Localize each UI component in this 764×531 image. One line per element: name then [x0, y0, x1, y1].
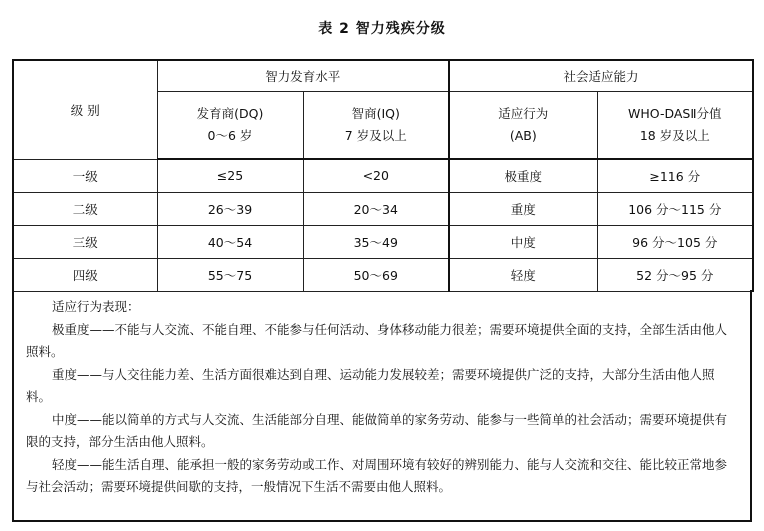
iq-cell: <20: [303, 159, 449, 192]
dq-header-line1: 发育商(DQ): [196, 105, 264, 121]
who-header-line1: WHO-DASⅡ分值: [628, 105, 722, 121]
ab-header-line2: (AB): [509, 127, 537, 143]
ab-cell: 中度: [449, 225, 597, 258]
who-cell: ≥116 分: [597, 159, 753, 192]
level-header: 级 别: [13, 60, 157, 159]
iq-cell: 20～34: [303, 192, 449, 225]
iq-cell: 35～49: [303, 225, 449, 258]
who-cell: 106 分～115 分: [597, 192, 753, 225]
dq-cell: ≤25: [157, 159, 303, 192]
dq-cell: 26～39: [157, 192, 303, 225]
table-row: [13, 159, 753, 192]
header-row-group: [13, 60, 753, 91]
level-cell: 四级: [13, 258, 157, 291]
note-profound: 极重度——不能与人交流、不能自理、不能参与任何活动、身体移动能力很差；需要环境提供全面的支持，全部生活由他人照料。: [26, 321, 728, 359]
note-severe: 重度——与人交往能力差、生活方面很难达到自理、运动能力发展较差；需要环境提供广泛的支持，大部分生活由他人照料。: [26, 366, 715, 404]
iq-header-line2: 7 岁及以上: [344, 127, 407, 143]
ab-cell: 轻度: [449, 258, 597, 291]
level-cell: 三级: [13, 225, 157, 258]
iq-header-line1: 智商(IQ): [351, 105, 400, 121]
ab-header: [449, 91, 597, 159]
dq-header-line2: 0～6 岁: [207, 127, 253, 143]
ab-header-line1: 适应行为: [498, 105, 549, 121]
dq-cell: 55～75: [157, 258, 303, 291]
dq-header: [157, 91, 303, 159]
level-cell: 一级: [13, 159, 157, 192]
adaptive-behavior-notes: [12, 290, 752, 522]
table-row: [13, 258, 753, 291]
table-title: 表 2 智力残疾分级: [318, 21, 446, 37]
iq-cell: 50～69: [303, 258, 449, 291]
table-row: [13, 225, 753, 258]
notes-heading: 适应行为表现：: [52, 299, 140, 314]
ab-cell: 极重度: [449, 159, 597, 192]
who-header: [597, 91, 753, 159]
iq-group-header: 智力发育水平: [157, 60, 449, 91]
who-cell: 52 分～95 分: [597, 258, 753, 291]
table-row: [13, 192, 753, 225]
ab-cell: 重度: [449, 192, 597, 225]
level-cell: 二级: [13, 192, 157, 225]
social-group-header: 社会适应能力: [449, 60, 753, 91]
note-moderate: 中度——能以简单的方式与人交流、生活能部分自理、能做简单的家务劳动、能参与一些简单的社会活动；需要环境提供有限的支持，部分生活由他人照料。: [26, 411, 728, 449]
iq-header: [303, 91, 449, 159]
who-cell: 96 分～105 分: [597, 225, 753, 258]
intellectual-disability-grading-table: [12, 59, 754, 292]
who-header-line2: 18 岁及以上: [639, 127, 710, 143]
note-mild: 轻度——能生活自理、能承担一般的家务劳动或工作、对周围环境有较好的辨别能力、能与人交流和交往、能比较正常地参与社会活动；需要环境提供间歇的支持，一般情况下生活不需要由他人照料。: [26, 456, 728, 494]
dq-cell: 40～54: [157, 225, 303, 258]
